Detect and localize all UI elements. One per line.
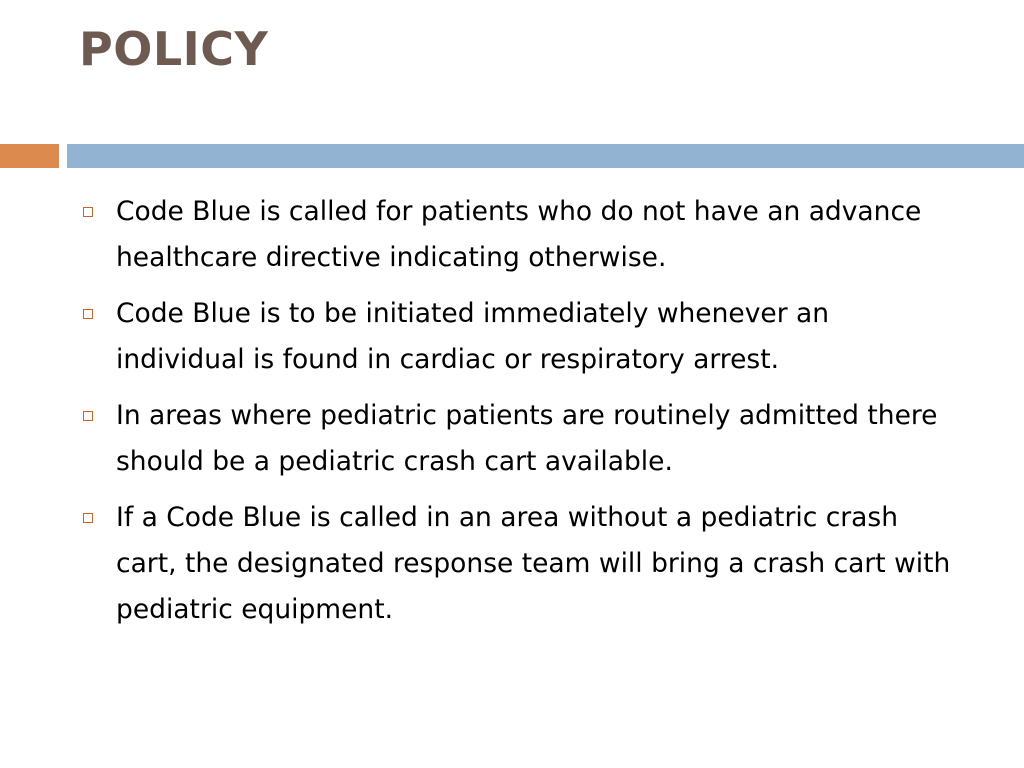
- bullet-text: Code Blue is to be initiated immediately whenever an individual is found in cardiac or respiratory arrest.: [116, 298, 830, 375]
- hollow-square-bullet-icon: [83, 411, 93, 421]
- bullet-item: [79, 393, 959, 485]
- bullet-text: Code Blue is called for patients who do not have an advance healthcare directive indicating otherwise.: [116, 196, 922, 273]
- bullet-text: In areas where pediatric patients are routinely admitted there should be a pediatric crash cart available.: [116, 400, 938, 477]
- bullet-item: [79, 189, 959, 281]
- accent-bar-blue: [67, 144, 1024, 168]
- accent-bar-orange: [0, 144, 59, 168]
- bullet-item: [79, 495, 959, 633]
- bullet-text: If a Code Blue is called in an area without a pediatric crash cart, the designated response team will bring a crash cart with pediatric equipment.: [116, 502, 951, 625]
- bullet-list: [79, 189, 959, 643]
- hollow-square-bullet-icon: [83, 513, 93, 523]
- slide-title: POLICY: [79, 22, 269, 76]
- bullet-item: [79, 291, 959, 383]
- hollow-square-bullet-icon: [83, 309, 93, 319]
- hollow-square-bullet-icon: [83, 207, 93, 217]
